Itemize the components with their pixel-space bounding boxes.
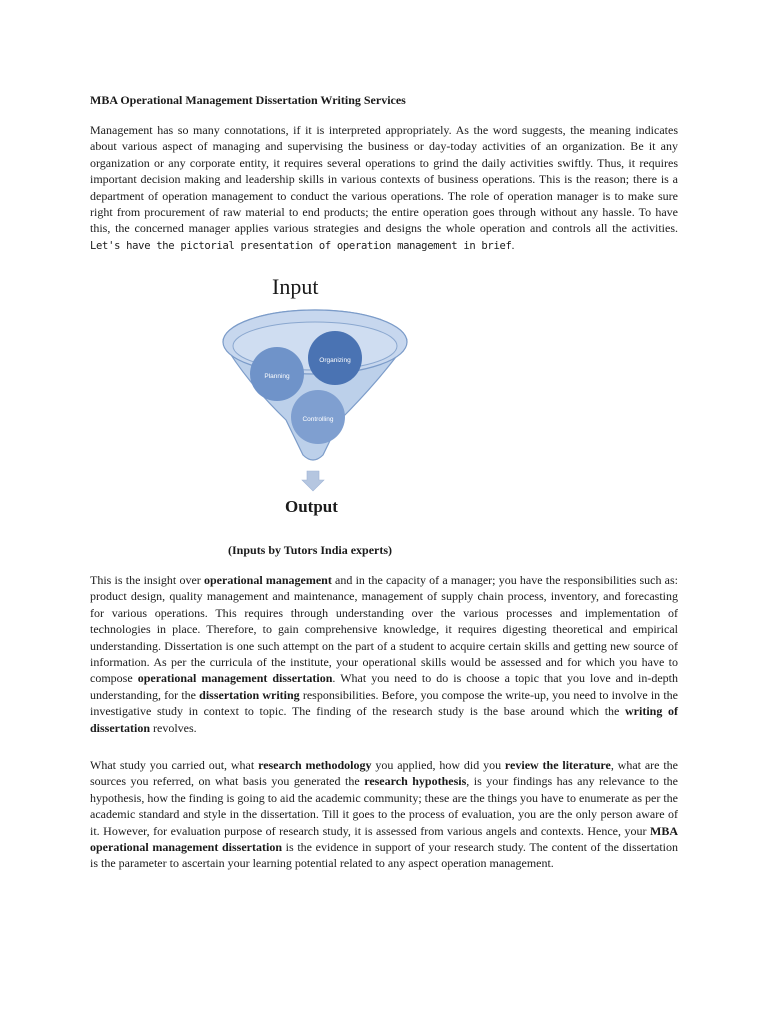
bold-term: operational management dissertation (137, 671, 333, 686)
text-span: . What you need to do is choose a topic that you love and in-depth understanding, for the (90, 671, 679, 702)
diagram-caption: (Inputs by Tutors India experts) (228, 543, 393, 557)
text-span: This is the insight over (90, 573, 204, 587)
text-span: , what are the sources you referred, on what basis you generated the (90, 758, 679, 789)
pictorial-intro-text: Let's have the pictorial presentation of operation management in brief (90, 239, 512, 252)
document-title: MBA Operational Management Dissertation Writing Services (90, 93, 406, 107)
bold-term: review the literature (504, 758, 611, 772)
text-span: you applied, how did you (371, 758, 505, 772)
output-label: Output (285, 497, 338, 516)
bold-term: writing of dissertation (90, 704, 678, 735)
controlling-label: Controlling (302, 416, 334, 423)
text-span: revolves. (150, 720, 197, 735)
bold-term: dissertation writing (199, 687, 300, 702)
planning-label: Planning (264, 373, 290, 380)
text-span: and in the capacity of a manager; you have the responsibilities such as: product design, quality management and maintenance, management of supply chain process, inventory, and forecasting for various operations. This requires through understanding over the various processes and implementation of technologies in place. Therefore, to gain comprehensive knowledge, it requires digesting theoretical and empirical understanding. Dissertation is one such attempt on the part of a student to acquire certain skills and getting new source of information. As per the curricula of the institute, your operational skills would be assessed and for which you have to compose (90, 573, 679, 686)
organizing-label: Organizing (319, 357, 351, 364)
bold-term: research hypothesis (364, 774, 467, 789)
input-label: Input (272, 274, 319, 299)
intro-text: Management has so many connotations, if it is interpreted appropriately. As the word suggests, the meaning indicates about various aspect of managing and supervising the business or day-today activities of an organization. Be it any organization or any corporate entity, it requires several operations to grind the daily activities swiftly. Thus, it requires important decision making and leadership skills in various contexts of business operations. This is the reason; there is a department of operation management to conduct the various operations. The role of operation manager is to make sure right from procurement of raw material to end products; the entire operation goes through without any hassle. To have this, the concerned manager applies various strategies and designs the whole operation and controls all the activities. (90, 123, 678, 236)
intro-period: . (511, 237, 515, 252)
output-arrow-icon (302, 471, 324, 491)
text-span: , is your findings has any relevance to the hypothesis, how the finding is going to aid the academic community; these are the things you have to enumerate as per the academic standard and style in the dissertation. Till it goes to the process of evaluation, you are the only person aware of it. However, for evaluation purpose of research study, it is assessed from various angels and contexts. Hence, your (90, 774, 678, 838)
insight-paragraph (90, 572, 678, 736)
text-span: What study you carried out, what (90, 758, 259, 772)
bold-term: research methodology (258, 758, 372, 772)
operations-funnel-diagram (0, 260, 768, 560)
text-span: responsibilities. Before, you compose the write-up, you need to involve in the investigative study in context to topic. The finding of the research study is the base around which the (90, 687, 678, 719)
intro-paragraph (90, 122, 678, 254)
bold-term: operational management (204, 573, 332, 587)
bold-term: MBA operational management dissertation (90, 823, 678, 855)
study-paragraph (90, 757, 678, 872)
text-span: is the evidence in support of your research study. The content of the dissertation is the parameter to ascertain your learning potential related to any aspect operation management. (90, 840, 678, 871)
